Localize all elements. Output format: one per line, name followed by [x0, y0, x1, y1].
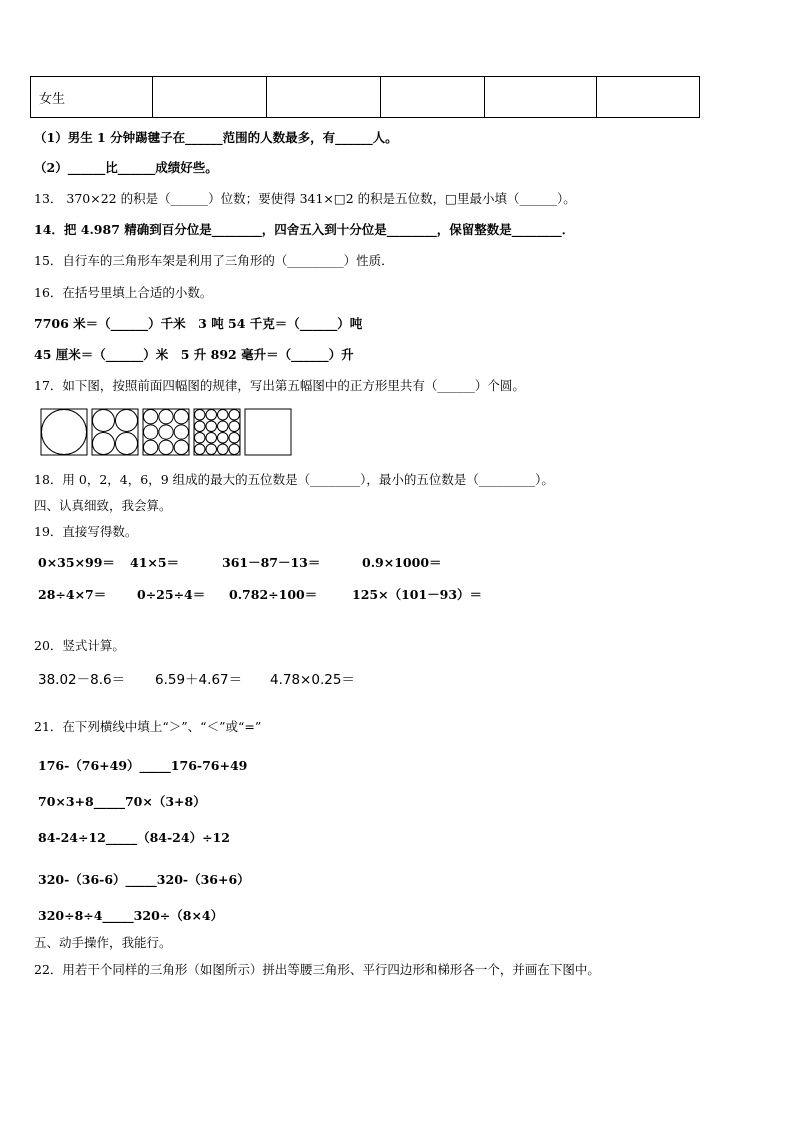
compare-item: 70×3+8_____70×（3+8） [38, 794, 206, 809]
pattern-circle [159, 425, 173, 439]
pattern-circle [159, 440, 173, 454]
calc-item: 0÷25÷4＝ [137, 587, 206, 602]
table-row [31, 77, 700, 118]
square-frame [194, 409, 240, 455]
pattern-circle [218, 433, 229, 444]
compare-item: 176-（76+49）_____176-76+49 [38, 758, 248, 773]
calc-item: 41×5＝ [130, 555, 180, 570]
pattern-circle [174, 440, 188, 454]
question-19: 19．直接写得数。 [34, 524, 138, 539]
pattern-circle [144, 410, 158, 424]
table-cell [381, 77, 485, 118]
pattern-circle [174, 410, 188, 424]
pattern-circle [195, 410, 206, 421]
question-15: 15．自行车的三角形车架是利用了三角形的（_________）性质． [34, 253, 394, 268]
question-13: 13． 370×22 的积是（______）位数；要使得 341×□2 的积是五位数，□里最小填（______）。 [34, 191, 576, 206]
pattern-circle [174, 425, 188, 439]
square-frame [143, 409, 189, 455]
square-frame [245, 409, 291, 455]
vertical-calc-item: 38.02－8.6＝ [38, 672, 126, 688]
calc-item: 0.9×1000＝ [362, 555, 442, 570]
compare-item: 320÷8÷4_____320÷（8×4） [38, 908, 224, 923]
pattern-circle [144, 440, 158, 454]
pattern-circle [93, 410, 115, 432]
calc-item: 0×35×99＝ [38, 555, 115, 570]
pattern-circle [42, 410, 87, 455]
calc-item: 0.782÷100＝ [229, 587, 318, 602]
compare-item: 320-（36-6）_____320-（36+6） [38, 872, 250, 887]
pattern-circle [144, 425, 158, 439]
calc-item: 361－87－13＝ [222, 555, 321, 570]
question-16b: 45 厘米＝（______）米 5 升 892 毫升＝（______）升 [34, 347, 354, 362]
pattern-circle [218, 410, 229, 421]
vertical-calc-item: 4.78×0.25＝ [270, 672, 355, 688]
pattern-circle [116, 410, 138, 432]
pattern-circle [218, 444, 229, 455]
compare-item: 84-24÷12_____（84-24）÷12 [38, 830, 230, 845]
pattern-circle [206, 410, 217, 421]
question-21: 21．在下列横线中填上“＞”、“＜”或“=” [34, 719, 262, 734]
vertical-calc-item: 6.59＋4.67＝ [155, 672, 243, 688]
q12-part2: （2）______比______成绩好些。 [34, 160, 218, 175]
pattern-circle [206, 444, 217, 455]
pattern-circle [195, 421, 206, 432]
question-16a: 7706 米＝（______）千米 3 吨 54 千克＝（______）吨 [34, 316, 363, 331]
pattern-circle [229, 421, 240, 432]
pattern-circle [93, 433, 115, 455]
question-17: 17．如下图，按照前面四幅图的规律，写出第五幅图中的正方形里共有（______）个圆。 [34, 378, 525, 393]
score-table [30, 76, 700, 118]
table-cell [597, 77, 700, 118]
pattern-circle [195, 433, 206, 444]
pattern-circle [195, 444, 206, 455]
pattern-circle [218, 421, 229, 432]
pattern-circle [229, 444, 240, 455]
section-5-heading: 五、动手操作，我能行。 [34, 935, 172, 950]
table-cell [153, 77, 267, 118]
pattern-circle [206, 421, 217, 432]
pattern-circle [116, 433, 138, 455]
table-cell [485, 77, 597, 118]
table-cell [267, 77, 381, 118]
calc-item: 125×（101－93）＝ [352, 587, 483, 602]
row-label: 女生 [31, 77, 153, 118]
pattern-circle [206, 433, 217, 444]
section-4-heading: 四、认真细致，我会算。 [34, 498, 172, 513]
circle-pattern-figure [40, 408, 300, 458]
calc-item: 28÷4×7＝ [38, 587, 107, 602]
question-16: 16．在括号里填上合适的小数。 [34, 285, 213, 300]
square-frame [92, 409, 138, 455]
q12-part1: （1）男生 1 分钟踢毽子在______范围的人数最多，有______人。 [34, 130, 398, 145]
pattern-circle [159, 410, 173, 424]
question-22: 22．用若干个同样的三角形（如图所示）拼出等腰三角形、平行四边形和梯形各一个，并画在下图中。 [34, 962, 600, 977]
pattern-circle [229, 410, 240, 421]
pattern-circle [229, 433, 240, 444]
question-18: 18．用 0，2，4，6，9 组成的最大的五位数是（________），最小的五位数是（_________）。 [34, 472, 554, 487]
question-14: 14．把 4.987 精确到百分位是________，四舍五入到十分位是________，保留整数是________． [34, 222, 575, 237]
question-20: 20．竖式计算。 [34, 638, 125, 653]
